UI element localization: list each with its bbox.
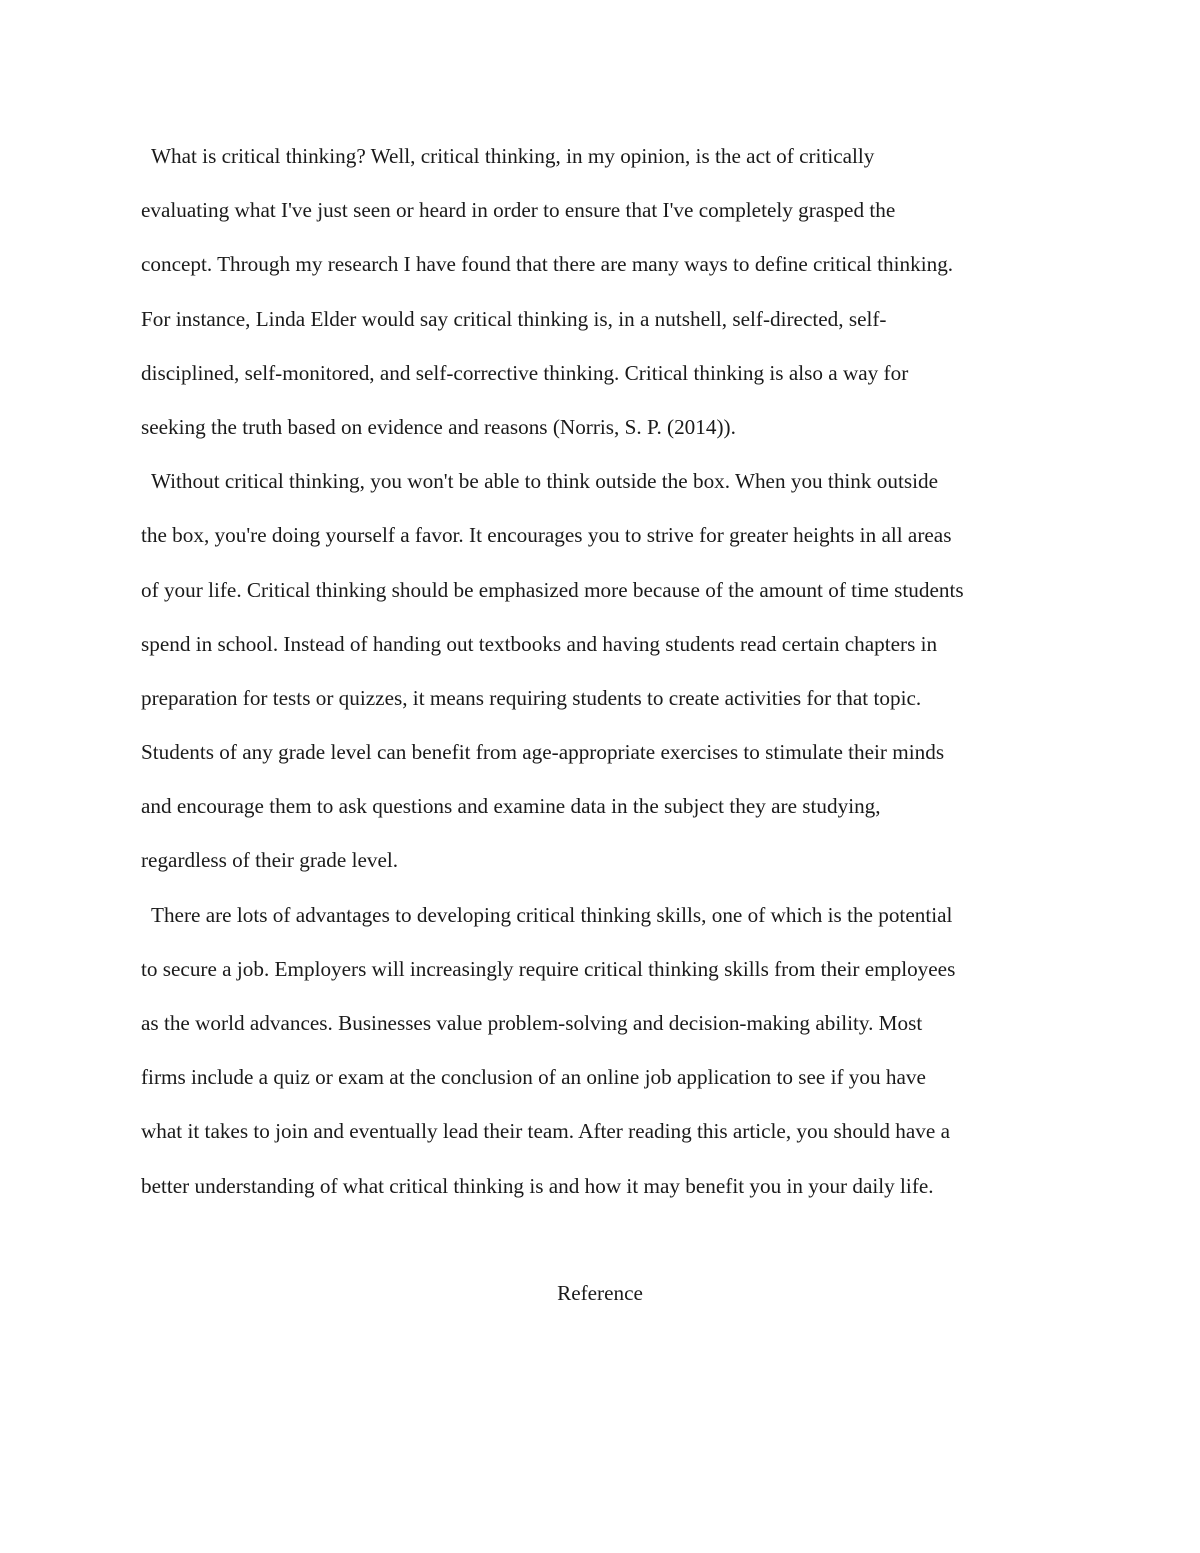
reference-heading: Reference — [557, 1281, 643, 1305]
paragraph-3 — [141, 888, 1061, 1213]
paragraph-line: evaluating what I've just seen or heard in order to ensure that I've completely grasped the — [141, 198, 896, 223]
paragraph-line: disciplined, self-monitored, and self-corrective thinking. Critical thinking is also a way for — [141, 360, 909, 385]
paragraph-line: preparation for tests or quizzes, it means requiring students to create activities for that topic. — [141, 685, 922, 710]
paragraph-line: better understanding of what critical thinking is and how it may benefit you in your daily life. — [141, 1173, 934, 1198]
paragraph-line: concept. Through my research I have found that there are many ways to define critical thinking. — [141, 252, 954, 277]
paragraph-line: Without critical thinking, you won't be able to think outside the box. When you think outside — [151, 469, 938, 494]
paragraph-line: firms include a quiz or exam at the conclusion of an online job application to see if you have — [141, 1065, 926, 1090]
paragraph-line: regardless of their grade level. — [141, 848, 399, 873]
paragraph-line: to secure a job. Employers will increasingly require critical thinking skills from their employees — [141, 956, 956, 981]
paragraph-2 — [141, 454, 1061, 888]
paragraph-line: the box, you're doing yourself a favor. It encourages you to strive for greater heights in all areas — [141, 523, 952, 548]
essay-body — [141, 129, 1061, 1213]
paragraph-line: what it takes to join and eventually lead their team. After reading this article, you should have a — [141, 1119, 950, 1144]
paragraph-line: What is critical thinking? Well, critical thinking, in my opinion, is the act of critically — [151, 144, 875, 168]
paragraph-line: as the world advances. Businesses value problem-solving and decision-making ability. Most — [141, 1011, 923, 1035]
paragraph-line: of your life. Critical thinking should be emphasized more because of the amount of time students — [141, 577, 964, 602]
paragraph-line: There are lots of advantages to developing critical thinking skills, one of which is the potential — [151, 902, 953, 927]
paragraph-line: For instance, Linda Elder would say critical thinking is, in a nutshell, self-directed, self- — [141, 306, 887, 331]
paragraph-line: spend in school. Instead of handing out textbooks and having students read certain chapters in — [141, 631, 938, 656]
paragraph-1 — [141, 129, 1061, 454]
paragraph-line: seeking the truth based on evidence and reasons (Norris, S. P. (2014)). — [141, 414, 736, 439]
paragraph-line: and encourage them to ask questions and examine data in the subject they are studying, — [141, 794, 881, 819]
paragraph-line: Students of any grade level can benefit from age-appropriate exercises to stimulate their minds — [141, 740, 945, 765]
